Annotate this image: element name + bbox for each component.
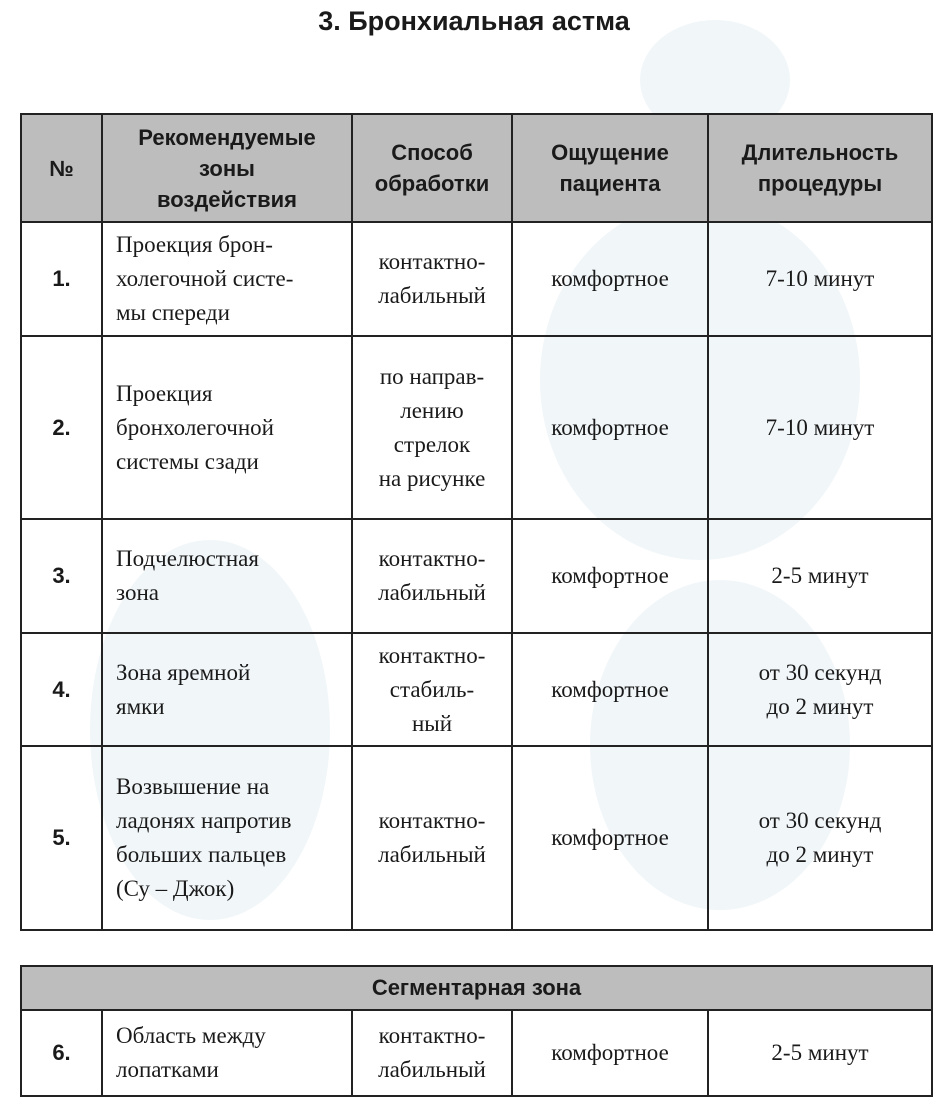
header-method: Способ обработки	[352, 114, 512, 222]
row-num: 5.	[21, 746, 102, 930]
row-num: 3.	[21, 519, 102, 633]
row-num: 6.	[21, 1010, 102, 1096]
segment-table	[20, 965, 933, 1097]
header-num: №	[21, 114, 102, 222]
header-feeling: Ощущение пациента	[512, 114, 708, 222]
row-num: 4.	[21, 633, 102, 746]
row-duration: 7-10 минут	[708, 336, 932, 519]
row-method: контактно- лабильный	[352, 1010, 512, 1096]
table-row	[21, 336, 932, 519]
row-feeling: комфортное	[512, 1010, 708, 1096]
table-row	[21, 746, 932, 930]
row-zone: Проекция бронхолегочной системы сзади	[102, 336, 352, 519]
row-method: по направ- лению стрелок на рисунке	[352, 336, 512, 519]
segment-heading-row	[21, 966, 932, 1010]
row-method: контактно- лабильный	[352, 746, 512, 930]
row-duration: от 30 секунд до 2 минут	[708, 746, 932, 930]
row-zone: Проекция брон- холегочной систе- мы спереди	[102, 222, 352, 336]
row-method: контактно- стабиль- ный	[352, 633, 512, 746]
row-num: 1.	[21, 222, 102, 336]
header-duration: Длительность процедуры	[708, 114, 932, 222]
row-feeling: комфортное	[512, 336, 708, 519]
row-duration: от 30 секунд до 2 минут	[708, 633, 932, 746]
row-duration: 2-5 минут	[708, 519, 932, 633]
row-method: контактно- лабильный	[352, 222, 512, 336]
row-feeling: комфортное	[512, 222, 708, 336]
page-title: 3. Бронхиальная астма	[318, 6, 630, 36]
table-header-row	[21, 114, 932, 222]
row-zone: Возвышение на ладонях напротив больших пальцев (Су – Джок)	[102, 746, 352, 930]
row-duration: 2-5 минут	[708, 1010, 932, 1096]
row-zone: Подчелюстная зона	[102, 519, 352, 633]
treatment-table	[20, 113, 933, 931]
header-zone: Рекомендуемые зоны воздействия	[102, 114, 352, 222]
row-feeling: комфортное	[512, 519, 708, 633]
row-zone: Область между лопатками	[102, 1010, 352, 1096]
table-row	[21, 633, 932, 746]
row-feeling: комфортное	[512, 633, 708, 746]
row-method: контактно- лабильный	[352, 519, 512, 633]
row-num: 2.	[21, 336, 102, 519]
row-zone: Зона яремной ямки	[102, 633, 352, 746]
row-duration: 7-10 минут	[708, 222, 932, 336]
table-row	[21, 1010, 932, 1096]
row-feeling: комфортное	[512, 746, 708, 930]
table-row	[21, 222, 932, 336]
table-row	[21, 519, 932, 633]
segment-heading: Сегментарная зона	[21, 966, 932, 1010]
